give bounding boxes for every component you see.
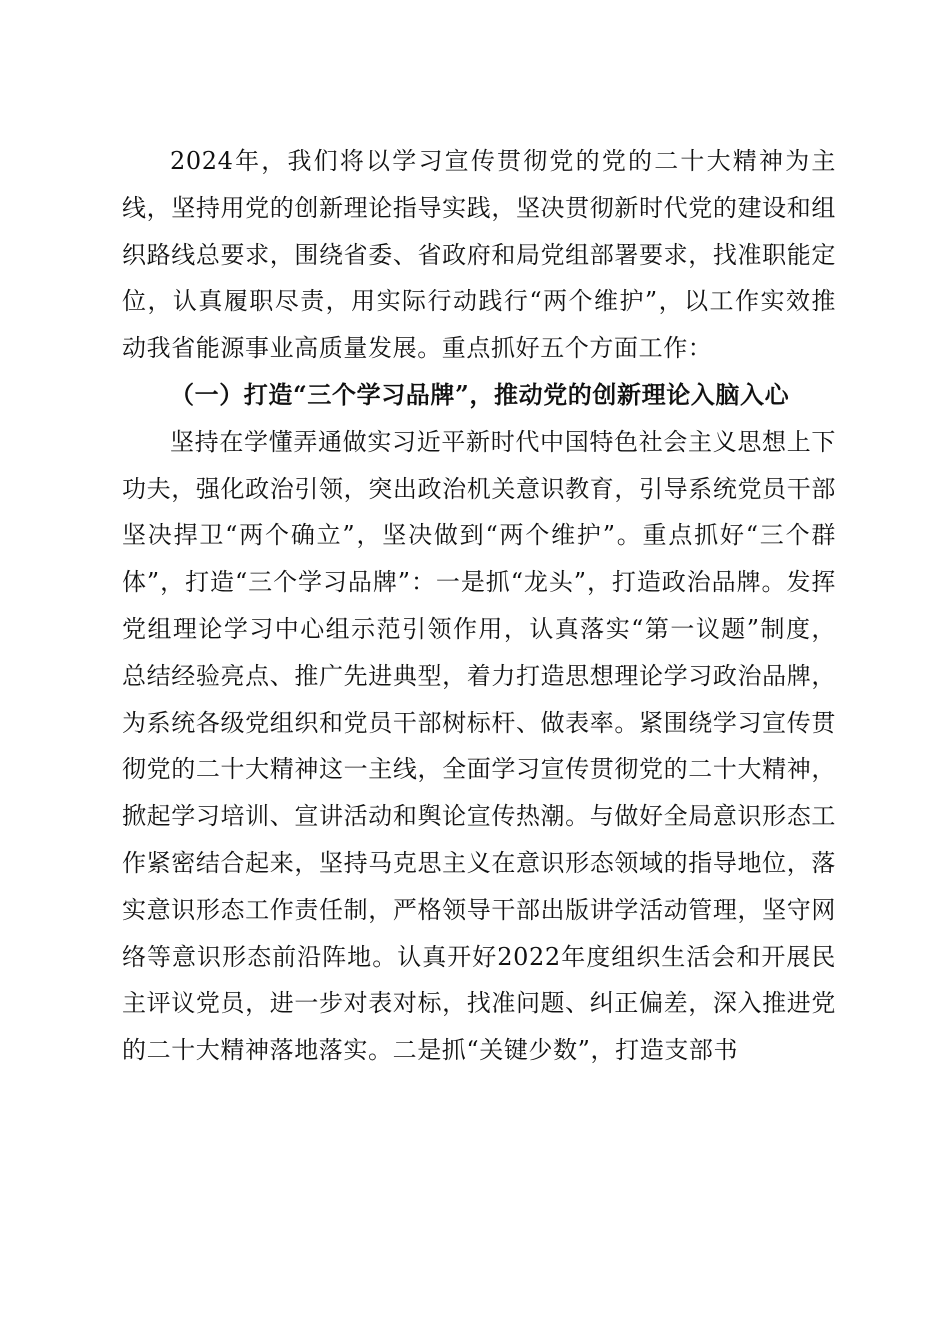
body-paragraph: 坚持在学懂弄通做实习近平新时代中国特色社会主义思想上下功夫，强化政治引领，突出政治机关意识教育，引导系统党员干部坚决捍卫“两个确立”，坚决做到“两个维护”。重点抓好“三个群体”，打造“三个学习品牌”：一是抓“龙头”，打造政治品牌。发挥党组理论学习中心组示范引领作用，认真落实“第一议题”制度，总结经验亮点、推广先进典型，着力打造思想理论学习政治品牌，为系统各级党组织和党员干部树标杆、做表率。紧围绕学习宣传贯彻党的二十大精神这一主线，全面学习宣传贯彻党的二十大精神，掀起学习培训、宣讲活动和舆论宣传热潮。与做好全局意识形态工作紧密结合起来，坚持马克思主义在意识形态领域的指导地位，落实意识形态工作责任制，严格领导干部出版讲学活动管理，坚守网络等意识形态前沿阵地。认真开好2022年度组织生活会和开展民主评议党员，进一步对表对标，找准问题、纠正偏差，深入推进党的二十大精神落地落实。二是抓“关键少数”，打造支部书 [122,427,836,1065]
section-heading: （一）打造“三个学习品牌”，推动党的创新理论入脑入心 [170,379,790,409]
document-body [122,138,836,1074]
intro-paragraph: 2024年，我们将以学习宣传贯彻党的党的二十大精神为主线，坚持用党的创新理论指导实践，坚决贯彻新时代党的建设和组织路线总要求，围绕省委、省政府和局党组部署要求，找准职能定位，认真履职尽责，用实际行动践行“两个维护”，以工作实效推动我省能源事业高质量发展。重点抓好五个方面工作： [122,147,836,363]
